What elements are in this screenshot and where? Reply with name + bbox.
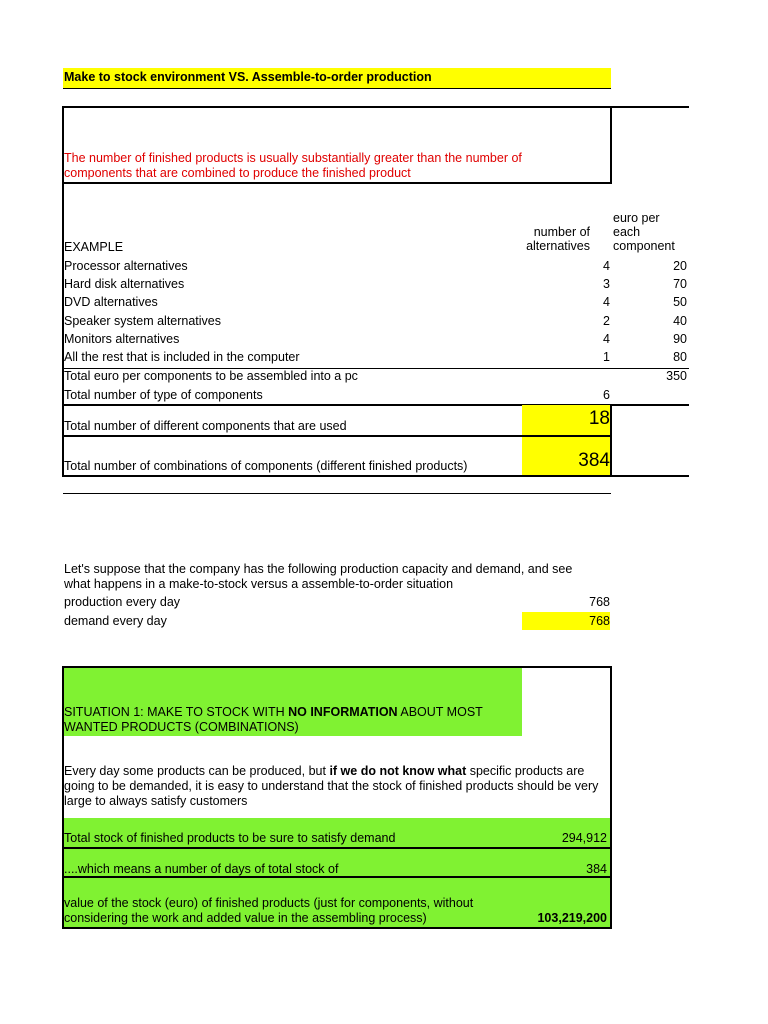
total-different-right-border [610,404,612,476]
col-alternatives-header-line1: number of [533,225,590,239]
col-alternatives-header-line2: alternatives [526,239,590,253]
table-row-euro: 70 [673,277,687,291]
col-alternatives-header [500,225,590,253]
title-underline [63,88,611,89]
situation1-title-suffix: ABOUT MOST WANTED PRODUCTS (COMBINATIONS) [64,705,483,734]
section-separator [63,493,611,494]
red-note: The number of finished products is usually substantially greater than the number of components that are combined to produce the finished product [64,151,522,180]
situation1-desc-bold: if we do not know what [329,764,467,778]
production-value: 768 [589,595,610,609]
col-euro-header-line2: each [613,225,641,239]
table-row-label: Processor alternatives [64,259,188,273]
table-bottom-border [62,475,689,477]
demand-value: 768 [589,614,610,628]
production-label: production every day [64,595,181,609]
box-top-border [62,106,689,108]
situation1-bottom-border [62,927,612,929]
total-combinations-value: 384 [578,450,610,471]
total-euro-label: Total euro per components to be assembled into a pc [64,369,358,383]
stock-label: Total stock of finished products to be sure to satisfy demand [64,831,396,845]
stock-value: 294,912 [561,831,607,845]
table-row-euro: 40 [673,314,687,328]
situation1-right-border [610,666,612,929]
table-row-alternatives: 4 [603,295,610,309]
total-euro-value: 350 [666,369,687,383]
total-types-value: 6 [603,388,610,402]
table-row-alternatives: 4 [603,259,610,273]
table-row-alternatives: 2 [603,314,610,328]
table-row-alternatives: 3 [603,277,610,291]
situation1-desc-suffix: specific products are going to be demanded, it is easy to understand that the stock of finished products should be very large to always satisfy customers [64,764,599,808]
table-row-euro: 80 [673,350,687,364]
box-bottom-border [62,182,612,184]
table-row-label: DVD alternatives [64,295,158,309]
table-row-label: Speaker system alternatives [64,314,222,328]
situation1-description [64,764,610,809]
days-value: 384 [586,862,607,876]
days-label: ....which means a number of days of total stock of [64,862,339,876]
situation1-title-bold: NO INFORMATION [288,705,398,719]
total-different-label: Total number of different components that are used [64,419,347,433]
col-euro-header-line1: euro per [613,211,660,225]
situation1-title-prefix: SITUATION 1: MAKE TO STOCK WITH [64,705,289,719]
table-row-euro: 50 [673,295,687,309]
table-row-label: Monitors alternatives [64,332,180,346]
box-right-border [610,106,612,184]
table-row-alternatives: 1 [603,350,610,364]
col-euro-header [613,211,675,253]
value-value: 103,219,200 [537,911,607,925]
table-row-label: Hard disk alternatives [64,277,185,291]
table-row-euro: 90 [673,332,687,346]
page-title: Make to stock environment VS. Assemble-to-order production [64,70,432,84]
table-row-euro: 20 [673,259,687,273]
col-euro-header-line3: component [613,239,675,253]
demand-label: demand every day [64,614,167,628]
value-label: value of the stock (euro) of finished products (just for components, without considering the work and added value in the assembling process) [64,896,474,925]
total-different-value: 18 [588,408,610,429]
capacity-intro: Let's suppose that the company has the following production capacity and demand, and see what happens in a make-to-stock versus a assemble-to-order situation [64,562,573,591]
table-row-alternatives: 4 [603,332,610,346]
total-combinations-label: Total number of combinations of components (different finished products) [64,459,468,473]
table-row-label: All the rest that is included in the computer [64,350,300,364]
example-label: EXAMPLE [64,240,124,254]
situation1-desc-prefix: Every day some products can be produced, but [64,764,330,778]
situation1-title [64,705,522,735]
total-types-label: Total number of type of components [64,388,263,402]
